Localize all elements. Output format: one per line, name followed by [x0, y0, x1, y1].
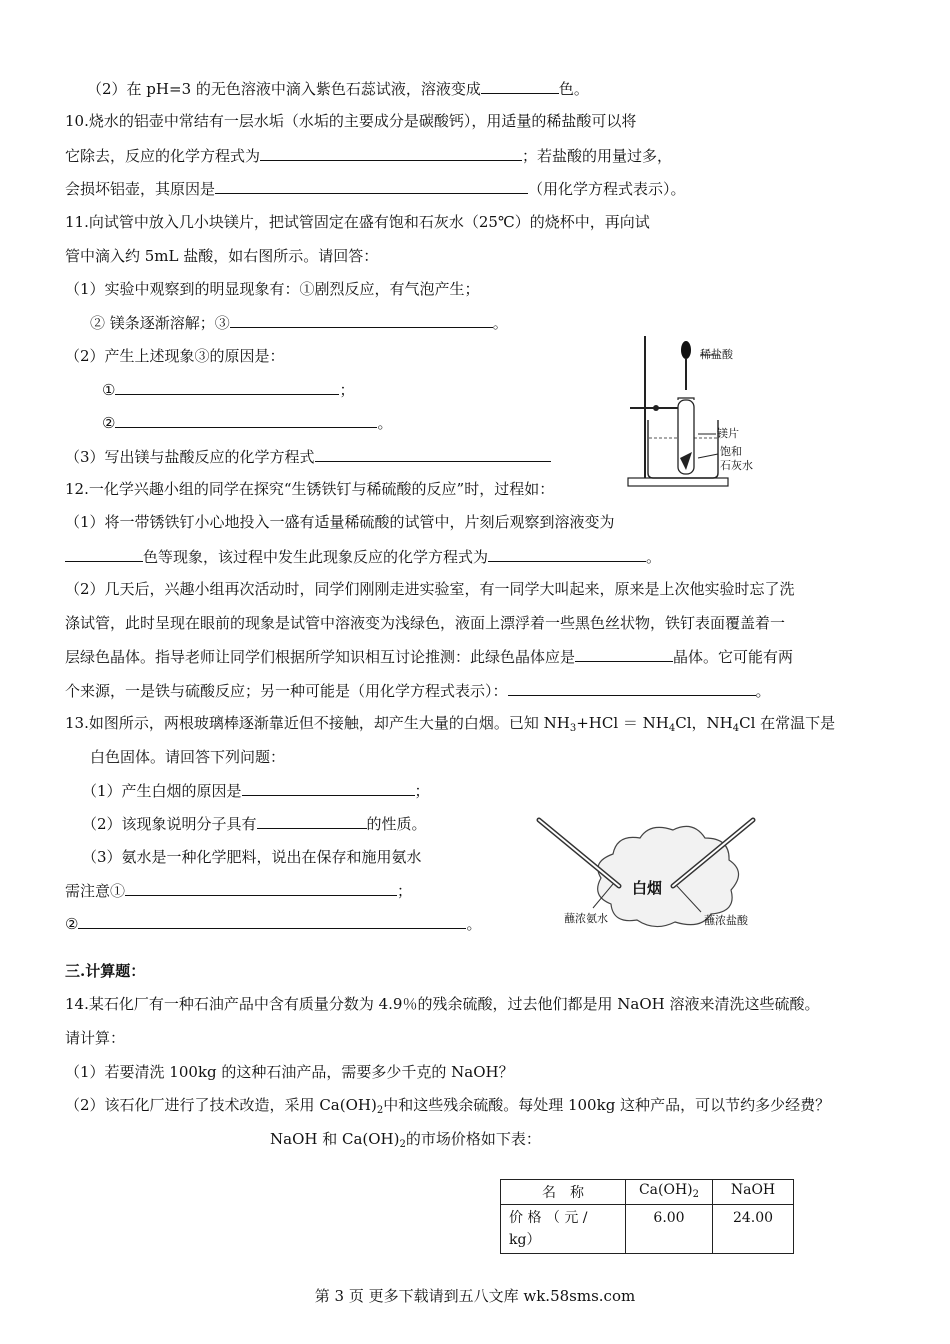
header-name: 名 称 [501, 1180, 626, 1205]
q11-part1b [90, 312, 508, 333]
page-footer: 第 3 页 更多下载请到五八文库 wk.58sms.com [314, 1287, 636, 1305]
q13-note2-end: 。 [466, 915, 482, 933]
section-title: 三.计算题： [65, 962, 146, 980]
row-label-line2: kg） [509, 1232, 541, 1248]
table-row [501, 1205, 794, 1254]
q14-part2-text: （2）该石化厂进行了技术改造，采用 Ca(OH) [65, 1096, 377, 1114]
subscript: 2 [692, 1189, 700, 1200]
q12-part1: （1）将一带锈铁钉小心地投入一盛有适量稀硫酸的试管中，片刻后观察到溶液变为 [65, 513, 615, 531]
q13-line1 [65, 713, 835, 733]
q12-part2a: （2）几天后，兴趣小组再次活动时，同学们刚刚走进实验室，有一同学大叫起来，原来是上次他实验时忘了洗 [65, 580, 795, 598]
q11-line1: 11.向试管中放入几小块镁片，把试管固定在盛有饱和石灰水（25℃）的烧杯中，再向试 [65, 213, 650, 231]
label-conc-hcl: 蘸浓盐酸 [704, 914, 748, 927]
subscript: 4 [732, 723, 740, 734]
q11-part1: （1）实验中观察到的明显现象有：①剧烈反应，有气泡产生； [65, 280, 480, 298]
q13-note2-num: ② [65, 915, 79, 933]
q14-line1: 14.某石化厂有一种石油产品中含有质量分数为 4.9％的残余硫酸，过去他们都是用 NaOH 溶液来清洗这些硫酸。 [65, 995, 820, 1013]
row-label-line1: 价 格 （ 元 / [509, 1210, 588, 1226]
q12-part1b-text: 色等现象，该过程中发生此现象反应的化学方程式为 [143, 548, 489, 566]
row-label [501, 1205, 626, 1254]
q11-part1b-end: 。 [492, 314, 508, 332]
q13-note1-text: 需注意① [65, 882, 126, 900]
q13-part2-text: （2）该现象说明分子具有 [82, 815, 257, 833]
q13-part2 [82, 813, 427, 834]
q11-reason2-num: ② [102, 414, 116, 432]
header-naoh: NaOH [713, 1180, 794, 1205]
price-naoh: 24.00 [713, 1205, 794, 1254]
q14-price-end: 的市场价格如下表： [405, 1130, 541, 1148]
subscript: 4 [668, 723, 676, 734]
price-caoh: 6.00 [626, 1205, 713, 1254]
answer-blank[interactable] [508, 680, 756, 696]
q13-note1 [65, 880, 412, 901]
glass-rod-left-core [539, 820, 619, 886]
q11-reason2-end: 。 [377, 414, 393, 432]
q12-part2d-end: 。 [755, 682, 771, 700]
q13-part1 [82, 780, 430, 801]
q12-part2c-end: 晶体。它可能有两 [673, 648, 794, 666]
q14-part2 [65, 1095, 830, 1115]
q12-part1b [65, 546, 661, 567]
q13-part1-text: （1）产生白烟的原因是 [82, 782, 242, 800]
q12-part2d [65, 680, 771, 701]
answer-blank[interactable] [125, 880, 397, 896]
label-dilute-hcl: 稀盐酸 [700, 348, 733, 361]
q10-line2-end: ；若盐酸的用量过多， [522, 147, 673, 165]
label-magnesium: 镁片 [717, 427, 739, 440]
q9-part2-text: （2）在 pH=3 的无色溶液中滴入紫色石蕊试液，溶液变成 [87, 80, 481, 98]
answer-blank[interactable] [215, 178, 528, 194]
answer-blank[interactable] [481, 78, 559, 94]
header-caoh [626, 1180, 713, 1205]
dropper-bulb [681, 341, 691, 359]
q9-part2-end: 色。 [558, 80, 589, 98]
q14-part2-end: 中和这些残余硫酸。每处理 100kg 这种产品，可以节约多少经费？ [383, 1096, 831, 1114]
label-limewater-2: 石灰水 [720, 459, 753, 472]
q12-part2b: 涤试管，此时呈现在眼前的现象是试管中溶液变为浅绿色，液面上漂浮着一些黑色丝状物，铁钉表面覆盖着一 [65, 614, 786, 632]
q10-line1: 10.烧水的铝壶中常结有一层水垢（水垢的主要成分是碳酸钙），用适量的稀盐酸可以将 [65, 112, 637, 130]
q12-part2c-text: 层绿色晶体。指导老师让同学们根据所学知识相互讨论推测：此绿色晶体应是 [65, 648, 576, 666]
q11-reason1-num: ① [102, 381, 116, 399]
answer-blank[interactable] [115, 379, 339, 395]
q12-line1: 12.一化学兴趣小组的同学在探究“生锈铁钉与稀硫酸的反应”时，过程如： [65, 480, 555, 498]
q12-part2c [65, 646, 793, 667]
q10-line3-end: （用化学方程式表示）。 [528, 180, 686, 198]
q14-price-text: NaOH 和 Ca(OH) [270, 1130, 400, 1148]
q13-line2: 白色固体。请回答下列问题： [90, 748, 286, 766]
q13-note1-end: ； [397, 882, 413, 900]
q12-part1b-end: 。 [646, 548, 662, 566]
answer-blank[interactable] [488, 546, 646, 562]
answer-blank[interactable] [78, 913, 466, 929]
answer-blank[interactable] [230, 312, 493, 328]
q11-line2: 管中滴入约 5mL 盐酸，如右图所示。请回答： [65, 247, 379, 265]
label-ammonia: 蘸浓氨水 [564, 912, 608, 925]
q11-reason2 [102, 412, 392, 433]
q10-line3-text: 会损坏铝壶，其原因是 [65, 180, 216, 198]
q11-reason1 [102, 379, 354, 400]
q13-part3: （3）氨水是一种化学肥料，说出在保存和施用氨水 [82, 848, 422, 866]
q13-line1-end: Cl 在常温下是 [739, 714, 836, 732]
answer-blank[interactable] [257, 813, 367, 829]
q11-reason1-end: ； [339, 381, 355, 399]
price-table [500, 1179, 794, 1254]
answer-blank[interactable] [242, 780, 415, 796]
q14-line2: 请计算： [65, 1029, 126, 1047]
subscript: 3 [569, 723, 577, 734]
q10-line2 [65, 145, 672, 166]
q14-price-caption [270, 1129, 541, 1149]
answer-blank[interactable] [315, 446, 551, 462]
q13-part1-end: ； [414, 782, 430, 800]
answer-blank[interactable] [575, 646, 673, 662]
q13-note2 [65, 913, 481, 934]
label-white-smoke: 白烟 [632, 879, 663, 897]
header-caoh-text: Ca(OH) [638, 1182, 693, 1198]
q12-part2d-text: 个来源，一是铁与硫酸反应；另一种可能是（用化学方程式表示）： [65, 682, 508, 700]
q14-part1: （1）若要清洗 100kg 的这种石油产品，需要多少千克的 NaOH？ [65, 1063, 514, 1081]
q11-part3 [65, 446, 551, 467]
table-row [501, 1180, 794, 1205]
subscript: 2 [399, 1139, 406, 1150]
answer-blank[interactable] [260, 145, 522, 161]
q13-line1-eq: +HCl ＝ NH [576, 714, 669, 732]
q10-line2-text: 它除去，反应的化学方程式为 [65, 147, 261, 165]
q13-part2-end: 的性质。 [366, 815, 427, 833]
clamp-knob [653, 405, 659, 411]
stand-base [628, 478, 728, 486]
q11-part3-text: （3）写出镁与盐酸反应的化学方程式 [65, 448, 315, 466]
q11-part1b-text: ② 镁条逐渐溶解；③ [90, 314, 230, 332]
q11-part2: （2）产生上述现象③的原因是： [65, 347, 285, 365]
subscript: 2 [376, 1105, 384, 1116]
label-limewater-1: 饱和 [720, 445, 742, 458]
q9-part2 [87, 78, 589, 99]
q10-line3 [65, 178, 686, 199]
answer-blank[interactable] [115, 412, 377, 428]
q13-line1-eq2: Cl，NH [675, 714, 733, 732]
pointer-lime [698, 454, 718, 458]
q13-line1-text: 13.如图所示，两根玻璃棒逐渐靠近但不接触，却产生大量的白烟。已知 NH [65, 714, 570, 732]
answer-blank[interactable] [65, 546, 143, 562]
